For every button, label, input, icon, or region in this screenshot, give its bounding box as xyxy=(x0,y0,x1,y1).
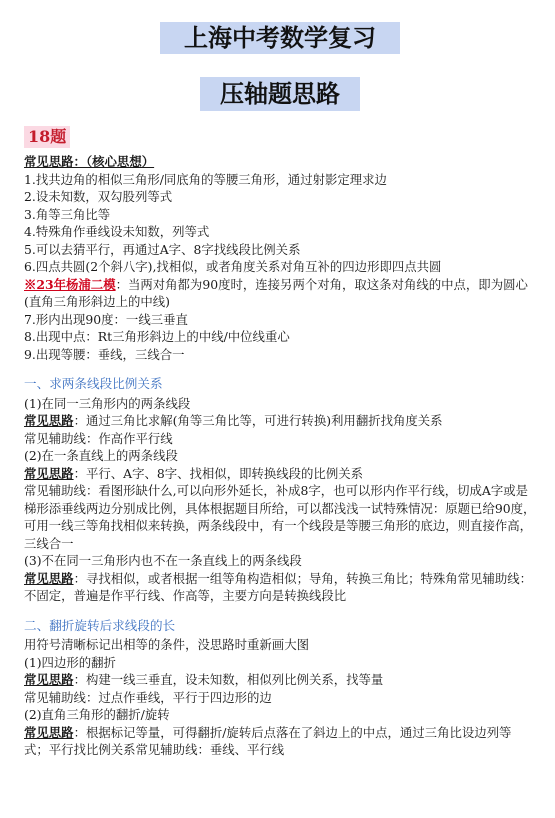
core-item: 8.出现中点：Rt三角形斜边上的中线/中位线重心 xyxy=(24,329,290,344)
idea-text: ：平行、A字、8字、找相似，即转换线段的比例关系 xyxy=(73,465,363,481)
idea-text: ：寻找相似，或者根据一组等角构造相似；导角，转换三角比；特殊角常见辅助线：不固定，普遍是作平行线、作高等，主要方向是转换线段比 xyxy=(24,570,533,603)
question-badge: 18题 xyxy=(24,126,70,148)
idea-label: 常见思路 xyxy=(24,413,74,428)
note-text: ：当两对角都为90度时，连接另两个对角，取这条对角线的中点，即为圆心(直角三角形斜边上的中线) xyxy=(24,276,528,309)
page-subtitle: 压轴题思路 xyxy=(200,77,360,111)
section1-sub3: (3)不在同一三角形内也不在一条直线上的两条线段 xyxy=(24,553,302,568)
idea-label: 常见思路 xyxy=(24,724,74,740)
section1-sub2-aux: 常见辅助线：看图形缺什么,可以向形外延长，补成8字，也可以形内作平行线，切成A字或是梯形添垂线两边分别成比例，具体根据题目所给，可以都浅浅一试特殊情况：原题已给90度，可用一线三等角找相似来转换，两条线段中，有一个线段是等腰三角形的底边，则直接作高，三线合一 xyxy=(24,483,536,551)
core-item: 9.出现等腰：垂线，三线合一 xyxy=(24,346,185,362)
idea-label: 常见思路 xyxy=(24,672,74,687)
core-item: 2.设未知数，双勾股列等式 xyxy=(24,189,173,204)
idea-text: ：根据标记等量，可得翻折/旋转后点落在了斜边上的中点，通过三角比设边列等式；平行找比例关系常见辅助线：垂线、平行线 xyxy=(24,724,512,757)
section2-sub2-idea xyxy=(24,724,536,759)
section2-title: 二、翻折旋转后求线段的长 xyxy=(24,617,176,633)
section2-sub2: (2)直角三角形的翻折/旋转 xyxy=(24,707,170,722)
core-item: 3.角等三角比等 xyxy=(24,206,111,222)
idea-text: ：通过三角比求解(角等三角比等，可进行转换)利用翻折找角度关系 xyxy=(73,413,443,428)
section2-intro: 用符号清晰标记出相等的条件，没思路时重新画大图 xyxy=(24,637,309,652)
idea-label: 常见思路 xyxy=(24,465,74,481)
section1-sub2-idea xyxy=(24,465,536,483)
core-item: 1.找共边角的相似三角形/同底角的等腰三角形，通过射影定理求边 xyxy=(24,171,387,187)
section2-sub1: (1)四边形的翻折 xyxy=(24,654,116,670)
idea-text: ：构建一线三垂直，设未知数，相似列比例关系，找等量 xyxy=(73,672,384,687)
section1-sub1-idea xyxy=(24,412,536,430)
main-content xyxy=(24,153,536,759)
core-item: 4.特殊角作垂线设未知数，列等式 xyxy=(24,224,210,239)
core-note xyxy=(24,276,536,311)
note-mark: ※23年杨浦二模 xyxy=(24,276,116,292)
core-heading: 常见思路：（核心思想） xyxy=(24,154,155,169)
section1-sub1: (1)在同一三角形内的两条线段 xyxy=(24,395,191,411)
idea-label: 常见思路 xyxy=(24,570,74,586)
core-item: 7.形内出现90度：一线三垂直 xyxy=(24,311,188,327)
section1-sub1-aux: 常见辅助线：作高作平行线 xyxy=(24,430,173,446)
core-item: 5.可以去猜平行，再通过A字、8字找线段比例关系 xyxy=(24,241,301,257)
section2-sub1-idea xyxy=(24,671,536,689)
section1-sub2: (2)在一条直线上的两条线段 xyxy=(24,448,178,463)
section1-sub3-idea xyxy=(24,570,536,605)
core-item: 6.四点共圆(2个斜八字),找相似，或者角度关系对角互补的四边形即四点共圆 xyxy=(24,259,442,274)
section1-title: 一、求两条线段比例关系 xyxy=(24,376,163,391)
page-title: 上海中考数学复习 xyxy=(160,22,400,54)
section2-sub1-aux: 常见辅助线：过点作垂线，平行于四边形的边 xyxy=(24,689,272,705)
